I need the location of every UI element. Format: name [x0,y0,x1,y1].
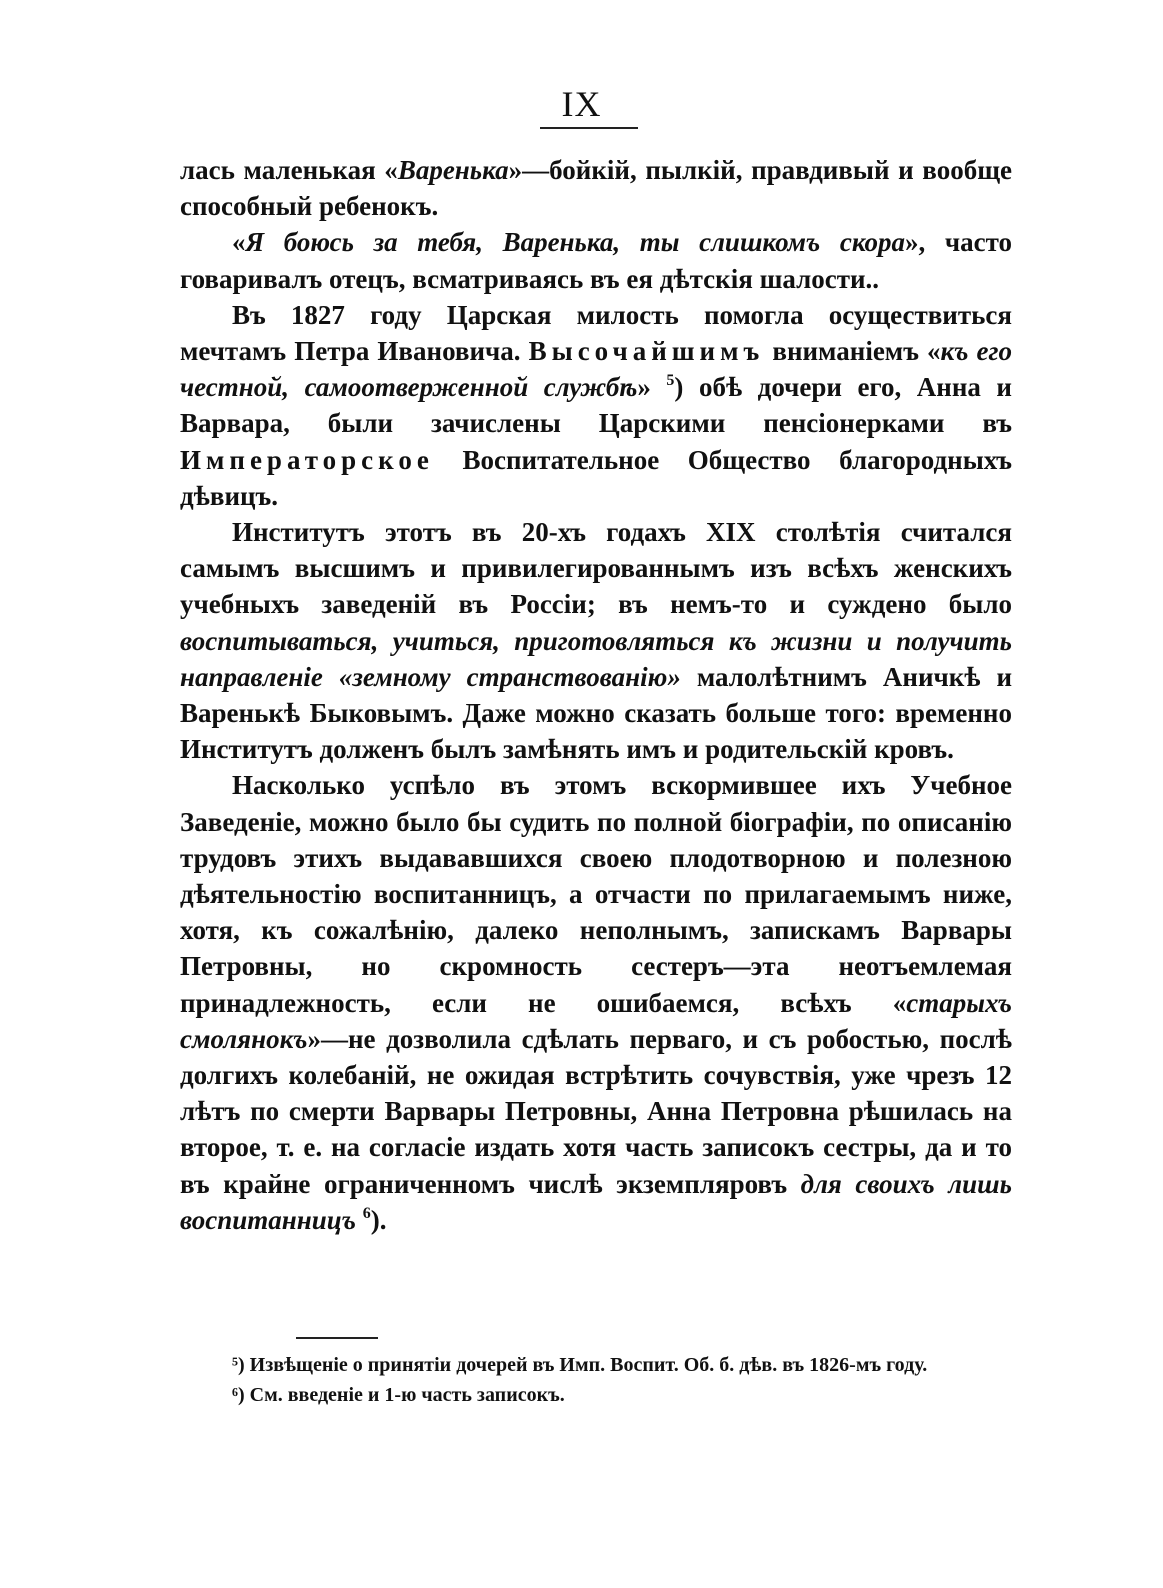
italic-text: къ его честной, самоотверженной службѣ [180,336,1012,403]
text-run: « [232,227,246,258]
footnote-reference: 5 [666,372,675,390]
text-run: лась маленькая « [180,155,398,185]
text-run: Насколько успѣло въ этомъ вскормившее ихъ Учебное Заведеніе, можно было бы судить по полной біографіи, по описанію трудовъ этихъ выдававшихся своею плодотворною и полезною дѣятельностію воспитанницъ, а отчасти по прилагаемымъ ниже, хотя, къ сожалѣнію, далеко неполнымъ, запискамъ Варвары Петровны, но скромность сестеръ—эта неотъемлемая принадлежность, если не ошибаемся, всѣхъ « [180,770,1012,1018]
spaced-text: Императорское [180,444,434,475]
paragraph [180,297,1012,514]
page-number: IX [561,84,602,124]
paragraph [180,514,1012,767]
text-run: Воспитательное Общество благородныхъ дѣвицъ. [180,444,1012,511]
text-run: Въ 1827 году Царская милость помогла осуществиться мечтамъ Петра Ивановича. [180,299,1012,367]
footnote-5: ⁵) Извѣщеніе о принятіи дочерей въ Имп. Воспит. Об. б. дѣв. въ 1826-мъ году. [232,1354,928,1376]
text-run: »—бойкій, пылкій, правдивый и вообще способный ребенокъ. [180,155,1012,222]
italic-text: старыхъ смолянокъ [180,987,1012,1054]
footnotes [180,1350,1012,1410]
italic-text: для своихъ лишь воспитанницъ [180,1168,1012,1235]
text-run: малолѣтнимъ Аничкѣ и Варенькѣ Быковымъ. Даже можно сказать больше того: временно Институтъ долженъ былъ замѣнять имъ и родительскій кровъ. [180,661,1013,765]
spaced-text: Высочайшимъ [528,336,765,367]
footnote-6: ⁶) См. введеніе и 1-ю часть записокъ. [232,1384,565,1406]
text-run [356,1205,363,1235]
footnote-reference: 6 [362,1204,371,1222]
paragraph [180,224,1012,296]
page-number-rule [540,127,638,129]
paragraph [180,152,1012,224]
text-run: » [637,372,667,403]
italic-text: Варенька [397,155,509,185]
text-run: ) обѣ дочери его, Анна и Варвара, были зачислены Царскими пенсіонерками въ [180,372,1012,439]
text-run: »—не дозволила сдѣлать перваго, и съ робостью, послѣ долгихъ колебаній, не ожидая встрѣтить сочувствія, уже чрезъ 12 лѣтъ по смерти Варвары Петровны, Анна Петровна рѣшилась на второе, т. е. на согласіе издать хотя часть записокъ сестры, да и то въ крайне ограниченномъ числѣ экземпляровъ [180,1023,1012,1199]
main-text [180,152,1012,1238]
text-run: вниманіемъ « [764,336,941,367]
italic-text: воспитываться, учиться, приготовляться къ жизни и получить направленіе «земному странствованію» [180,625,1012,692]
footnote-separator [296,1337,378,1339]
paragraph [180,767,1012,1238]
italic-text: Я боюсь за тебя, Варенька, ты слишкомъ скора [245,227,906,258]
text-run: Институтъ этотъ въ 20-хъ годахъ XIX столѣтія считался самымъ высшимъ и привилегированнымъ изъ всѣхъ женскихъ учебныхъ заведеній въ Россіи; въ немъ-то и суждено было [180,517,1012,620]
text-run: ). [370,1204,387,1235]
text-run: », часто говаривалъ отецъ, всматриваясь въ ея дѣтскія шалости.. [180,227,1012,294]
